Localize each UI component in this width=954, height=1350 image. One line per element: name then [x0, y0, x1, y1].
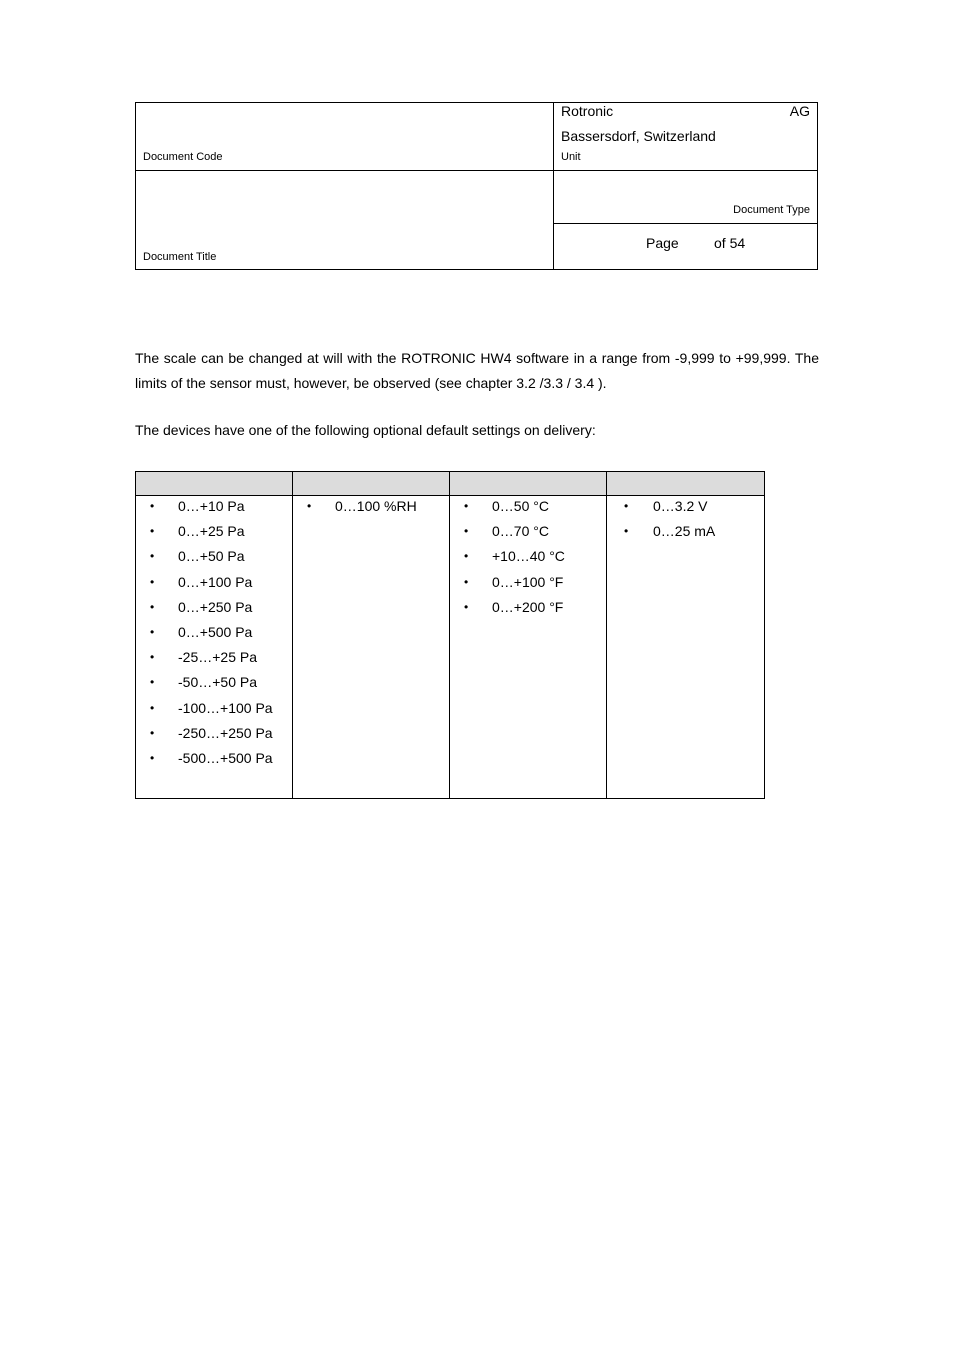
document-type-label: Document Type [733, 204, 810, 216]
list-item: • 0…3.2 V [607, 494, 764, 519]
scale-paragraph: The scale can be changed at will with the ROTRONIC HW4 software in a range from -9,999 to +99,999. The limits of the sensor must, however, be observed (see chapter 3.2 /3.3 / 3.4 ). [135, 350, 819, 391]
table-header-cell [450, 472, 606, 496]
document-title-cell [136, 171, 554, 269]
list-item: • 0…+50 Pa [136, 544, 292, 569]
document-type-cell [554, 171, 817, 224]
table-header-cell [136, 472, 292, 496]
company-location: Bassersdorf, Switzerland [561, 128, 716, 144]
output-range-list [607, 494, 764, 544]
list-item: • 0…70 °C [450, 519, 606, 544]
list-item: • +10…40 °C [450, 544, 606, 569]
page-label: Page [646, 235, 679, 251]
humidity-range-list [293, 494, 449, 519]
page-total: of 54 [714, 235, 746, 251]
table-column-output [607, 472, 764, 798]
document-code-cell [136, 103, 554, 171]
list-item: • -500…+500 Pa [136, 746, 292, 771]
page-cell [554, 224, 817, 269]
table-column-temperature [450, 472, 607, 798]
list-item: • 0…25 mA [607, 519, 764, 544]
table-column-humidity [293, 472, 450, 798]
table-header-cell [607, 472, 764, 496]
defaults-paragraph: The devices have one of the following optional default settings on delivery: [135, 422, 596, 438]
list-item: • 0…+100 Pa [136, 570, 292, 595]
pressure-range-list [136, 494, 292, 771]
company-name: Rotronic [561, 103, 614, 119]
list-item: • 0…100 %RH [293, 494, 449, 519]
default-settings-table [135, 471, 765, 799]
table-header-cell [293, 472, 449, 496]
temperature-range-list [450, 494, 606, 620]
list-item: • 0…+250 Pa [136, 595, 292, 620]
list-item: • 0…50 °C [450, 494, 606, 519]
list-item: • -250…+250 Pa [136, 721, 292, 746]
list-item: • 0…+100 °F [450, 570, 606, 595]
list-item: • 0…+500 Pa [136, 620, 292, 645]
document-header [135, 102, 818, 270]
list-item: • -25…+25 Pa [136, 645, 292, 670]
unit-cell [554, 103, 817, 171]
company-suffix: AG [789, 103, 810, 119]
unit-label: Unit [561, 151, 581, 163]
document-code-label: Document Code [143, 151, 223, 163]
list-item: • 0…+10 Pa [136, 494, 292, 519]
list-item: • -50…+50 Pa [136, 670, 292, 695]
list-item: • 0…+25 Pa [136, 519, 292, 544]
table-column-pressure [136, 472, 293, 798]
list-item: • 0…+200 °F [450, 595, 606, 620]
list-item: • -100…+100 Pa [136, 696, 292, 721]
document-title-label: Document Title [143, 251, 217, 263]
